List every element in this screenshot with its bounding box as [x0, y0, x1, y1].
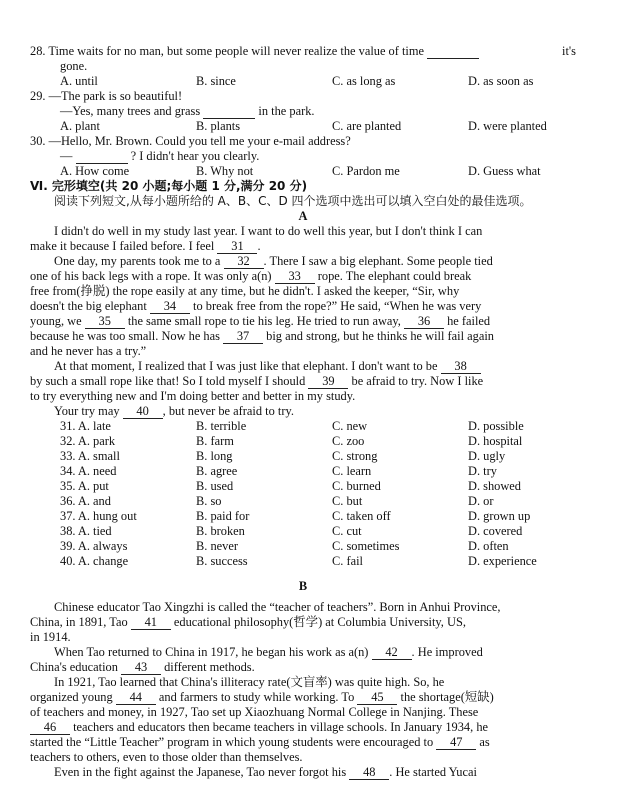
option-32-d: D. hospital: [468, 434, 523, 448]
b-p4-line: [30, 765, 576, 780]
option-34-b: B. agree: [196, 464, 238, 478]
q29-reply: [30, 104, 576, 119]
a-p2-text: one of his back legs with a rope. It was only a(n): [30, 269, 275, 283]
option-37-b: B. paid for: [196, 509, 250, 523]
a-p1-line: [30, 224, 576, 239]
option-33-c: C. strong: [332, 449, 378, 463]
b-p1-line: [30, 600, 576, 615]
q28-option-b: B. since: [196, 74, 236, 88]
a-p2-line: [30, 269, 576, 284]
a-p3-text: to try everything new and I'm doing better and better in my study.: [30, 389, 356, 403]
q28-text-end: it's: [562, 44, 576, 58]
b-p2-text: When Tao returned to China in 1917, he began his work as a(n): [54, 645, 372, 659]
options-row-40: [30, 554, 576, 569]
option-35-c: C. burned: [332, 479, 381, 493]
option-35-b: B. used: [196, 479, 234, 493]
b-p3-text: organized young: [30, 690, 116, 704]
q29-option-c: C. are planted: [332, 119, 402, 133]
a-p3-text: by such a small rope like that! So I told myself I should: [30, 374, 309, 388]
option-39-d: D. often: [468, 539, 509, 553]
option-34-d: D. try: [468, 464, 497, 478]
option-37-c: C. taken off: [332, 509, 391, 523]
options-row-31: [30, 419, 576, 434]
b-p3-line: [30, 675, 576, 690]
q30-reply: [30, 149, 576, 164]
option-33-a: 33. A. small: [60, 449, 120, 463]
q29-reply-text: —Yes, many trees and grass: [60, 104, 201, 118]
a-p2-line: [30, 314, 576, 329]
a-p2-line: [30, 284, 576, 299]
b-p3-text: as: [476, 735, 490, 749]
option-35-a: 35. A. put: [60, 479, 109, 493]
b-p3-text: and farmers to study while working. To: [155, 690, 358, 704]
option-36-c: C. but: [332, 494, 363, 508]
blank-48: 48: [349, 766, 389, 780]
option-36-d: D. or: [468, 494, 494, 508]
q28-blank: [427, 45, 479, 59]
a-p2-text: big and strong, but he thinks he will fail again: [263, 329, 494, 343]
q28-text: 28. Time waits for no man, but some people will never realize the value of time: [30, 44, 424, 58]
a-p1-text: make it because I failed before. I feel: [30, 239, 218, 253]
option-40-b: B. success: [196, 554, 248, 568]
a-p2-line: [30, 254, 576, 269]
option-34-c: C. learn: [332, 464, 372, 478]
option-31-b: B. terrible: [196, 419, 247, 433]
a-p3-text: At that moment, I realized that I was just like that elephant. I don't want to be: [54, 359, 441, 373]
passage-a-options: [30, 419, 576, 569]
q29-option-d: D. were planted: [468, 119, 547, 133]
q30-stem: 30. —Hello, Mr. Brown. Could you tell me your e-mail address?: [30, 134, 351, 148]
blank-37: 37: [223, 330, 263, 344]
options-row-36: [30, 494, 576, 509]
a-p2-line: [30, 344, 576, 359]
option-33-b: B. long: [196, 449, 233, 463]
a-p1-text: I didn't do well in my study last year. I want to do well this year, but I don't think I can: [54, 224, 483, 238]
a-p2-text: the same small rope to tie his leg. He tried to run away,: [124, 314, 405, 328]
q30-reply-end: ? I didn't hear you clearly.: [130, 149, 260, 163]
b-p3-text: of teachers and money, in 1927, Tao set up Xiaozhuang Normal College in Nanjing. These: [30, 705, 479, 719]
q28-option-d: D. as soon as: [468, 74, 534, 88]
a-p2-text: he failed: [444, 314, 491, 328]
blank-39: 39: [308, 375, 348, 389]
b-p1-text: China, in 1891, Tao: [30, 615, 131, 629]
b-p3-line: [30, 690, 576, 705]
q29-stem: 29. —The park is so beautiful!: [30, 89, 183, 103]
b-p2-line: [30, 645, 576, 660]
b-p1-line: [30, 630, 576, 645]
options-row-33: [30, 449, 576, 464]
option-36-a: 36. A. and: [60, 494, 111, 508]
option-32-a: 32. A. park: [60, 434, 116, 448]
b-p3-text: the shortage(短缺): [397, 690, 494, 704]
blank-45: 45: [357, 691, 397, 705]
b-p2-text: China's education: [30, 660, 122, 674]
b-p4-text: . He started Yucai: [389, 765, 477, 779]
b-p3-line: [30, 750, 576, 765]
q28-stem-cont: gone.: [60, 59, 88, 73]
b-p3-line: [30, 735, 576, 750]
a-p3-text: be afraid to try. Now I like: [348, 374, 484, 388]
q29-blank: [203, 105, 255, 119]
option-38-a: 38. A. tied: [60, 524, 112, 538]
options-row-37: [30, 509, 576, 524]
a-p2-text: young, we: [30, 314, 85, 328]
a-p2-text: doesn't the big elephant: [30, 299, 150, 313]
options-row-35: [30, 479, 576, 494]
option-37-a: 37. A. hung out: [60, 509, 137, 523]
blank-47: 47: [436, 736, 476, 750]
option-32-c: C. zoo: [332, 434, 365, 448]
option-33-d: D. ugly: [468, 449, 506, 463]
blank-32: 32: [224, 255, 264, 269]
blank-33: 33: [275, 270, 315, 284]
b-p2-line: [30, 660, 576, 675]
a-p2-line: [30, 329, 576, 344]
q30-dash: —: [60, 149, 73, 163]
q28-option-c: C. as long as: [332, 74, 396, 88]
options-row-34: [30, 464, 576, 479]
a-p1-line: [30, 239, 576, 254]
a-p3-line: [30, 359, 576, 374]
option-35-d: D. showed: [468, 479, 521, 493]
q29-reply-end: in the park.: [258, 104, 315, 118]
b-p1-text: in 1914.: [30, 630, 71, 644]
b-p3-line: [30, 705, 576, 720]
a-p2-text: to break free from the rope?” He said, “When he was very: [189, 299, 482, 313]
blank-38: 38: [441, 360, 481, 374]
blank-35: 35: [85, 315, 125, 329]
b-p4-text: Even in the fight against the Japanese, Tao never forgot his: [54, 765, 350, 779]
q30-blank: [76, 150, 128, 164]
option-40-d: D. experience: [468, 554, 537, 568]
a-p2-text: One day, my parents took me to a: [54, 254, 224, 268]
a-p4-text: , but never be afraid to try.: [162, 404, 294, 418]
b-p1-line: [30, 615, 576, 630]
b-p3-text: teachers and educators then became teachers in village schools. In January 1934, he: [70, 720, 489, 734]
b-p2-text: . He improved: [411, 645, 483, 659]
option-31-a: 31. A. late: [60, 419, 111, 433]
blank-42: 42: [372, 646, 412, 660]
q30-option-b: B. Why not: [196, 164, 254, 178]
option-39-c: C. sometimes: [332, 539, 400, 553]
b-p3-text: started the “Little Teacher” program in which young students were encouraged to: [30, 735, 437, 749]
b-p2-text: different methods.: [161, 660, 255, 674]
passage-a: [30, 224, 576, 419]
section-heading: Ⅵ. 完形填空(共 20 小题;每小题 1 分,满分 20 分): [30, 179, 308, 193]
a-p4-line: [30, 404, 576, 419]
q30-options: [30, 164, 576, 179]
blank-44: 44: [116, 691, 156, 705]
blank-31: 31: [217, 240, 257, 254]
option-40-c: C. fail: [332, 554, 363, 568]
option-34-a: 34. A. need: [60, 464, 117, 478]
option-37-d: D. grown up: [468, 509, 531, 523]
q29-option-a: A. plant: [60, 119, 100, 133]
a-p2-text: and he never has a try.”: [30, 344, 147, 358]
a-p2-text: free from(挣脱) the rope easily at any time, but he didn't. I asked the keeper, “Sir, why: [30, 284, 460, 298]
blank-36: 36: [404, 315, 444, 329]
b-p3-line: [30, 720, 576, 735]
a-p4-text: Your try may: [54, 404, 123, 418]
option-36-b: B. so: [196, 494, 222, 508]
q29-option-b: B. plants: [196, 119, 241, 133]
blank-46: 46: [30, 721, 70, 735]
option-38-c: C. cut: [332, 524, 362, 538]
b-p1-text: educational philosophy(哲学) at Columbia University, US,: [170, 615, 466, 629]
q30-option-a: A. How come: [60, 164, 130, 178]
exam-page: [30, 44, 576, 780]
q30-option-d: D. Guess what: [468, 164, 541, 178]
a-p2-text: . There I saw a big elephant. Some people tied: [263, 254, 493, 268]
option-39-a: 39. A. always: [60, 539, 128, 553]
option-40-a: 40. A. change: [60, 554, 129, 568]
section-instruction: 阅读下列短文,从每小题所给的 A、B、C、D 四个选项中选出可以填入空白处的最佳选项。: [54, 194, 532, 208]
a-p2-text: because he was too small. Now he has: [30, 329, 224, 343]
passage-b: [30, 600, 576, 780]
blank-43: 43: [121, 661, 161, 675]
b-p3-text: In 1921, Tao learned that China's illiteracy rate(文盲率) was quite high. So, he: [54, 675, 445, 689]
a-p3-line: [30, 374, 576, 389]
blank-41: 41: [131, 616, 171, 630]
q28-option-a: A. until: [60, 74, 98, 88]
options-row-32: [30, 434, 576, 449]
option-38-d: D. covered: [468, 524, 523, 538]
option-38-b: B. broken: [196, 524, 245, 538]
q28-options: [30, 74, 576, 89]
q30-option-c: C. Pardon me: [332, 164, 400, 178]
a-p2-text: rope. The elephant could break: [314, 269, 472, 283]
option-31-d: D. possible: [468, 419, 524, 433]
a-p2-line: [30, 299, 576, 314]
option-32-b: B. farm: [196, 434, 234, 448]
blank-40: 40: [123, 405, 163, 419]
q29-options: [30, 119, 576, 134]
passage-b-letter: B: [298, 579, 308, 593]
b-p3-text: teachers to others, even to those older than themselves.: [30, 750, 303, 764]
q28-stem: [30, 44, 576, 59]
option-39-b: B. never: [196, 539, 238, 553]
passage-a-letter: A: [298, 209, 308, 223]
a-p3-line: [30, 389, 576, 404]
option-31-c: C. new: [332, 419, 368, 433]
b-p1-text: Chinese educator Tao Xingzhi is called the “teacher of teachers”. Born in Anhui Province,: [54, 600, 501, 614]
options-row-39: [30, 539, 576, 554]
options-row-38: [30, 524, 576, 539]
a-p1-text: .: [257, 239, 261, 253]
blank-34: 34: [150, 300, 190, 314]
